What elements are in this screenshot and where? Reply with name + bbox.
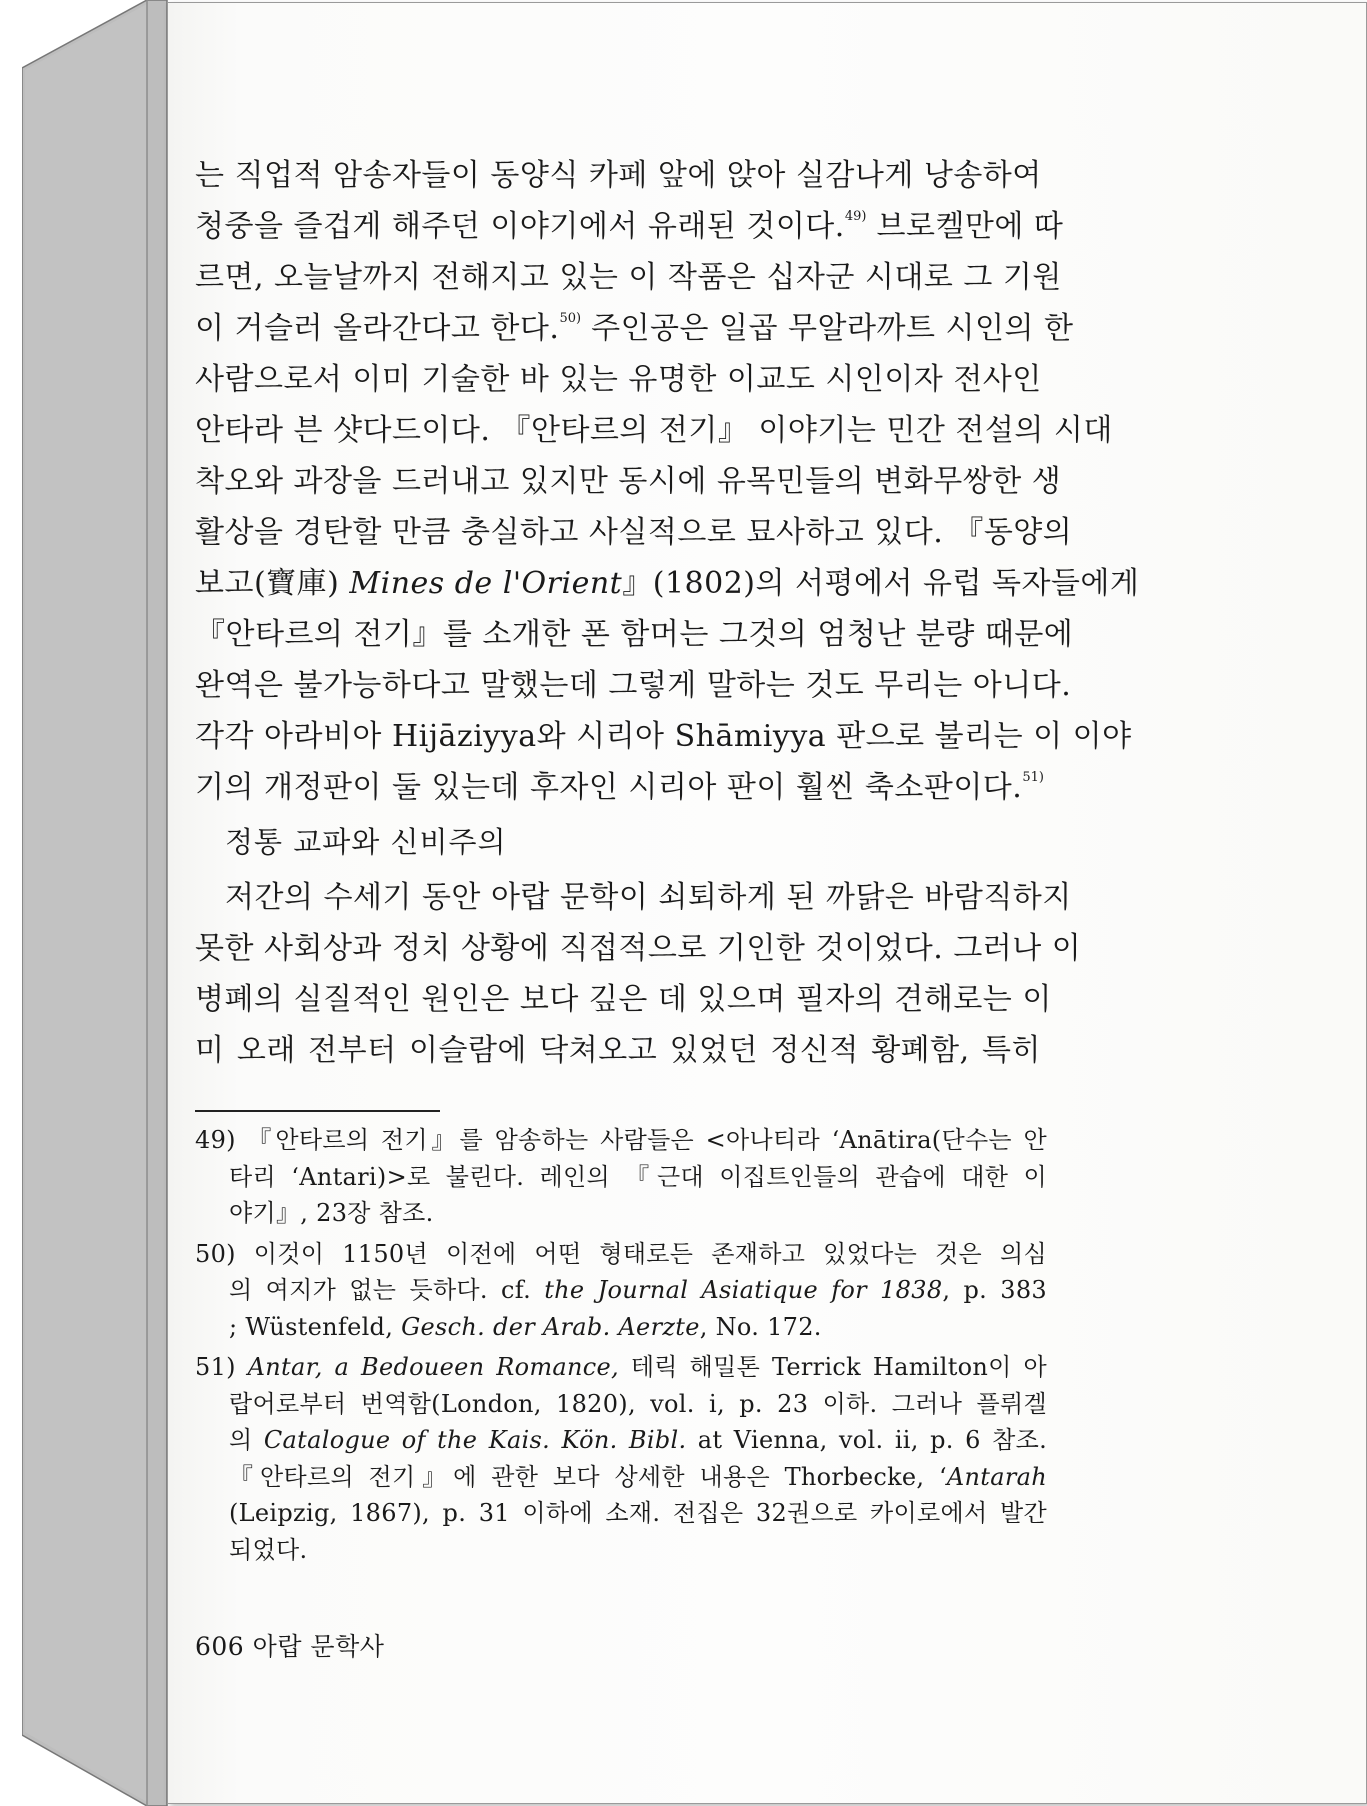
text-line: 이 거슬러 올라간다고 한다.$^{50)}$ 주인공은 일곱 무알라까트 시인의 한	[195, 311, 1074, 346]
footnote-line: 타리 ‘Antari)>로 불린다. 레인의 『근대 이집트인들의 관습에 대한 이	[229, 1162, 1047, 1191]
footnote-line: 『안타르의 전기』에 관한 보다 상세한 내용은 Thorbecke, ‘Antarah	[229, 1462, 1047, 1491]
footnote-line: 랍어로부터 번역함(London, 1820), vol. i, p. 23 이하. 그러나 플뤼겔	[229, 1389, 1047, 1418]
footnote-line: 야기』, 23장 참조.	[229, 1199, 434, 1227]
text-line: 기의 개정판이 둘 있는데 후자인 시리아 판이 훨씬 축소판이다.$^{51)}$	[195, 770, 1044, 805]
text-line: 완역은 불가능하다고 말했는데 그렇게 말하는 것도 무리는 아니다.	[195, 668, 1072, 703]
page-number: 606	[195, 1632, 245, 1661]
footnote-line: 의 여지가 없는 듯하다. cf. the Journal Asiatique for 1838, p. 383	[229, 1276, 1047, 1304]
footnote-51: 51) Antar, a Bedoueen Romance, 테릭 해밀톤 Terrick Hamilton이 아	[195, 1353, 1048, 1381]
text-line: 착오와 과장을 드러내고 있지만 동시에 유목민들의 변화무쌍한 생	[195, 464, 1062, 499]
footnote-line: ; Wüstenfeld, Gesch. der Arab. Aerzte, No. 172.	[229, 1312, 822, 1341]
footnotes	[195, 1122, 1047, 1568]
text-line: 저간의 수세기 동안 아랍 문학이 쇠퇴하게 된 까닭은 바람직하지	[225, 880, 1072, 915]
text-line: 못한 사회상과 정치 상황에 직접적으로 기인한 것이었다. 그러나 이	[195, 931, 1082, 966]
text-line: 병폐의 실질적인 원인은 보다 깊은 데 있으며 필자의 견해로는 이	[195, 982, 1052, 1017]
text-line: 는 직업적 암송자들이 동양식 카페 앞에 앉아 실감나게 낭송하여	[195, 158, 1042, 193]
text-line: 청중을 즐겁게 해주던 이야기에서 유래된 것이다.$^{49)}$ 브로켈만에 따	[195, 209, 1064, 244]
footnote-line: (Leipzig, 1867), p. 31 이하에 소재. 전집은 32권으로 카이로에서 발간	[229, 1499, 1047, 1527]
text-line: 보고(寶庫) Mines de l'Orient』(1802)의 서평에서 유럽 독자들에게	[195, 566, 1140, 601]
footnote-50: 50) 이것이 1150년 이전에 어떤 형태로든 존재하고 있었다는 것은 의심	[195, 1239, 1047, 1268]
section-heading: 정통 교파와 신비주의	[225, 825, 507, 859]
footnote-ref-51[interactable]: 51)	[1022, 770, 1044, 785]
page-footer	[195, 1630, 384, 1664]
body-paragraph	[195, 150, 1140, 813]
footnote-line: 의 Catalogue of the Kais. Kön. Bibl. at Vienna, vol. ii, p. 6 참조.	[229, 1426, 1047, 1454]
footnote-49: 49) 『안타르의 전기』를 암송하는 사람들은 <아나티라 ‘Anātira(단수는 안	[195, 1126, 1047, 1154]
text-line: 안타라 븐 샷다드이다. 『안타르의 전기』 이야기는 민간 전설의 시대	[195, 413, 1113, 448]
text-line: 활상을 경탄할 만큼 충실하고 사실적으로 묘사하고 있다. 『동양의	[195, 515, 1073, 550]
running-title: 아랍 문학사	[252, 1632, 385, 1661]
text-line: 『안타르의 전기』를 소개한 폰 함머는 그것의 엄청난 분량 때문에	[195, 617, 1074, 652]
text-line: 미 오래 전부터 이슬람에 닥쳐오고 있었던 정신적 황폐함, 특히	[195, 1033, 1041, 1068]
text-line: 각각 아라비아 Hijāziyya와 시리아 Shāmiyya 판으로 불리는 이 이야	[195, 719, 1132, 754]
section-paragraph	[195, 872, 1082, 1076]
footnote-ref-49[interactable]: 49)	[844, 209, 867, 224]
footnote-divider	[195, 1110, 440, 1112]
italic-title: Mines de l'Orient	[349, 566, 623, 601]
footnote-ref-50[interactable]: 50)	[559, 311, 582, 326]
text-line: 사람으로서 이미 기술한 바 있는 유명한 이교도 시인이자 전사인	[195, 362, 1042, 397]
footnote-line: 되었다.	[229, 1535, 308, 1564]
text-line: 르면, 오늘날까지 전해지고 있는 이 작품은 십자군 시대로 그 기원	[195, 260, 1062, 295]
book-block-side	[22, 0, 170, 1806]
